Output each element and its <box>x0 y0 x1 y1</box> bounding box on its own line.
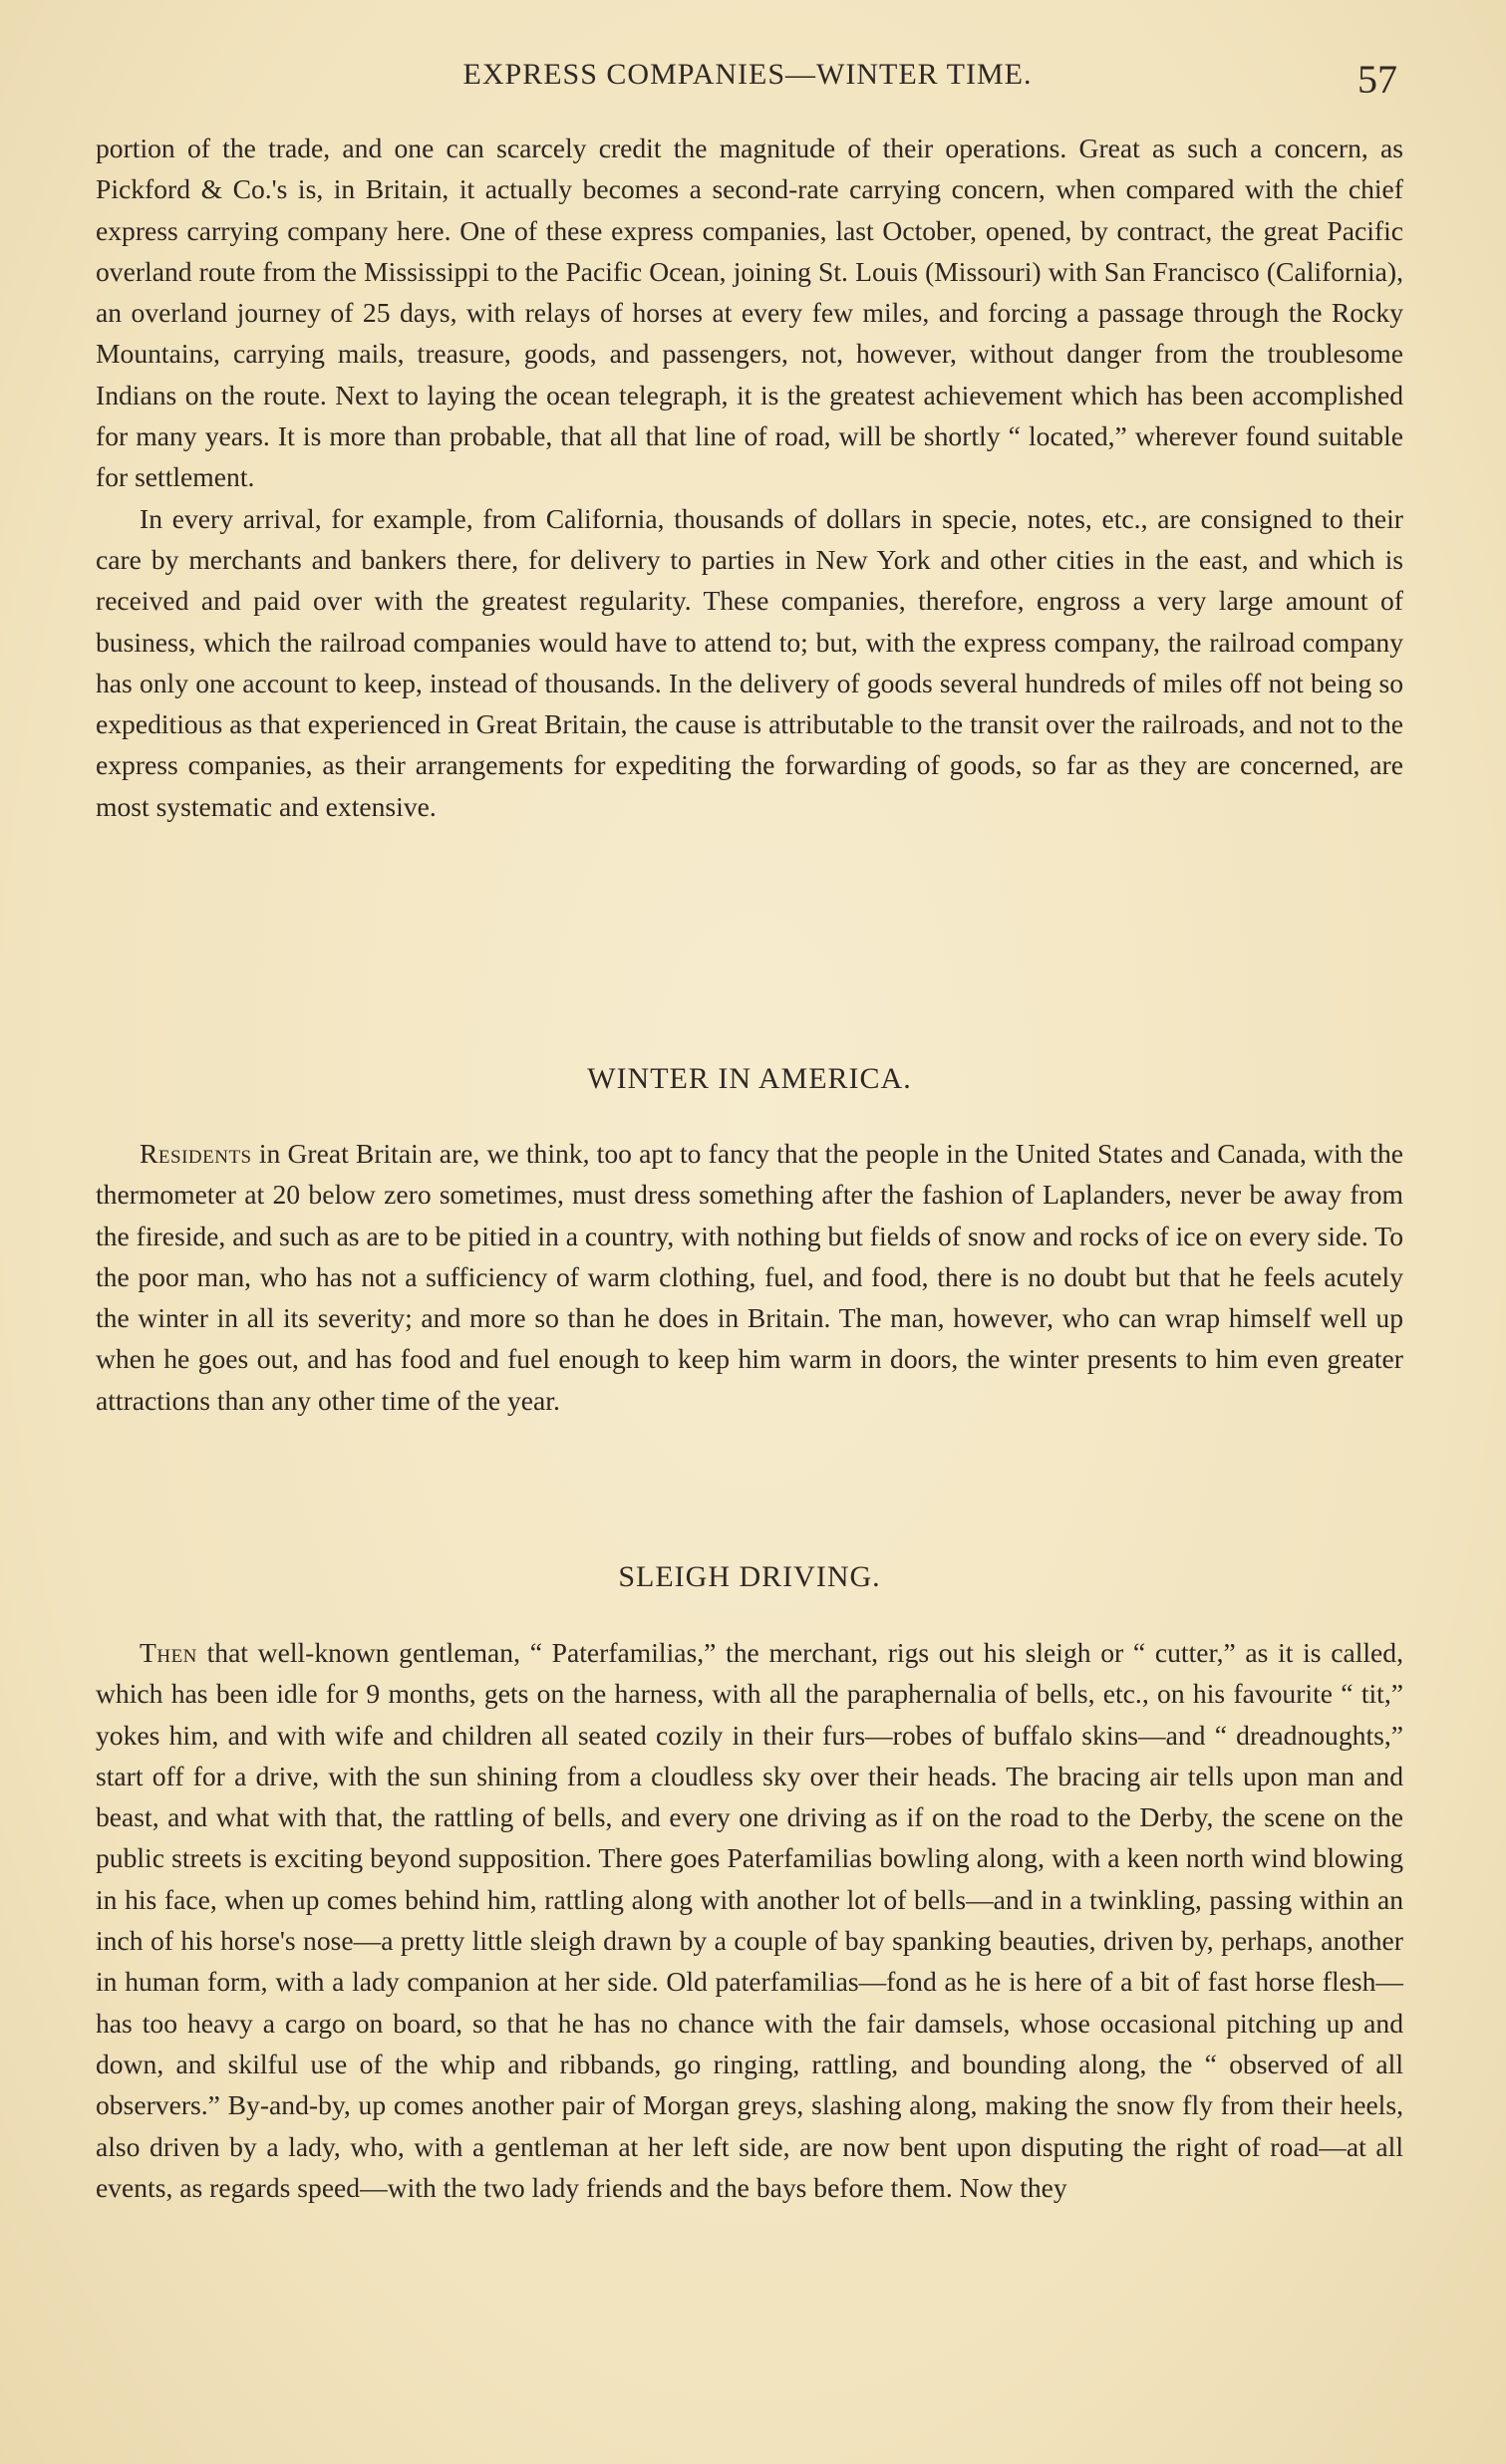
running-head: EXPRESS COMPANIES—WINTER TIME. <box>462 58 1033 91</box>
sleigh-lead-word: Then <box>140 1637 197 1668</box>
sleigh-paragraph <box>96 1632 1403 2208</box>
page-number: 57 <box>1357 57 1397 102</box>
sleigh-text <box>96 1632 1403 2208</box>
winter-text <box>96 1133 1403 1421</box>
winter-heading: WINTER IN AMERICA. <box>587 1062 912 1095</box>
express-paragraph-1: portion of the trade, and one can scarcely credit the magnitude of their operations. Great as such a concern, as Pickford & Co.'s is, in Britain, it actually becomes a second-rate carrying concern, when compared with the chief express carrying company here. One of these express companies, last October, opened, by contract, the great Pacific overland route from the Mississippi to the Pacific Ocean, joining St. Louis (Missouri) with San Francisco (California), an overland journey of 25 days, with relays of horses at every few miles, and forcing a passage through the Rocky Mountains, carrying mails, treasure, goods, and passengers, not, however, without danger from the troublesome Indians on the route. Next to laying the ocean telegraph, it is the greatest achievement which has been accomplished for many years. It is more than probable, that all that line of road, will be shortly “ located,” wherever found suitable for settlement. <box>96 133 1403 493</box>
winter-paragraph-body: in Great Britain are, we think, too apt to fancy that the people in the United States and Canada, with the thermometer at 20 below zero sometimes, must dress something after the fashion of Laplanders, never be away from the fireside, and such as are to be pitied in a country, with nothing but fields of snow and rocks of ice on every side. To the poor man, who has not a sufficiency of warm clothing, fuel, and food, there is no doubt but that he feels acutely the winter in all its severity; and more so than he does in Britain. The man, however, who can wrap himself well up when he goes out, and has food and fuel enough to keep him warm in doors, the winter presents to him even greater attractions than any other time of the year. <box>96 1138 1403 1416</box>
winter-paragraph <box>96 1133 1403 1421</box>
sleigh-heading: SLEIGH DRIVING. <box>618 1560 881 1593</box>
express-paragraph-2: In every arrival, for example, from California, thousands of dollars in specie, notes, etc., are consigned to their care by merchants and bankers there, for delivery to parties in New York and other cities in the east, and which is received and paid over with the greatest regularity. These companies, therefore, engross a very large amount of business, which the railroad companies would have to attend to; but, with the express company, the railroad company has only one account to keep, instead of thousands. In the delivery of goods several hundreds of miles off not being so expeditious as that experienced in Great Britain, the cause is attributable to the transit over the railroads, and not to the express companies, as their arrangements for expediting the forwarding of goods, so far as they are concerned, are most systematic and extensive. <box>96 502 1403 822</box>
sleigh-paragraph-body: that well-known gentleman, “ Paterfamilias,” the merchant, rigs out his sleigh or “ cutter,” as it is called, which has been idle for 9 months, gets on the harness, with all the paraphernalia of bells, etc., on his favourite “ tit,” yokes him, and with wife and children all seated cozily in their furs—robes of buffalo skins—and “ dreadnoughts,” start off for a drive, with the sun shining from a cloudless sky over their heads. The bracing air tells upon man and beast, and what with that, the rattling of bells, and every one driving as if on the road to the Derby, the scene on the public streets is exciting beyond supposition. There goes Paterfamilias bowling along, with a keen north wind blowing in his face, when up comes behind him, rattling along with another lot of bells—and in a twinkling, passing within an inch of his horse's nose—a pretty little sleigh drawn by a couple of bay spanking beauties, driven by, perhaps, another in human form, with a lady companion at her side. Old paterfamilias—fond as he is here of a bit of fast horse flesh—has too heavy a cargo on board, so that he has no chance with the fair damsels, whose occasional pitching up and down, and skilful use of the whip and ribbands, go ringing, rattling, and bounding along, the “ observed of all observers.” By-and-by, up comes another pair of Morgan greys, slashing along, making the snow fly from their heels, also driven by a lady, who, with a gentleman at her left side, are now bent upon disputing the right of road—at all events, as regards speed—with the two lady friends and the bays before them. Now they <box>96 1637 1403 2203</box>
winter-lead-word: Residents <box>140 1138 252 1169</box>
express-companies-text <box>96 128 1403 827</box>
